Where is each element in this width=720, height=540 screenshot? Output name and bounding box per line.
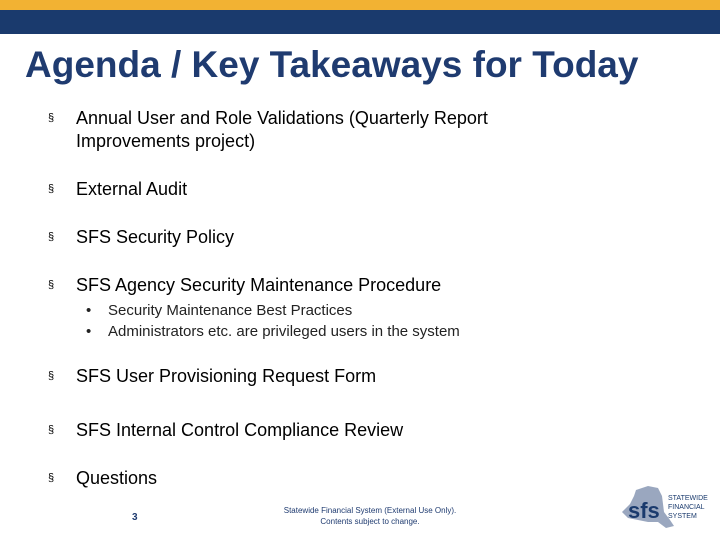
logo-letters: sfs [628,498,660,523]
square-bullet-icon: § [48,472,55,484]
agenda-item-4-text: SFS Agency Security Maintenance Procedure [76,275,442,295]
header-navy-band [0,10,720,34]
agenda-item-2-text: External Audit [76,179,188,199]
page-number: 3 [132,512,138,523]
square-bullet-icon: § [48,231,55,243]
sub-item-2-text: Administrators etc. are privileged users in the system [108,323,460,340]
square-bullet-icon: § [48,424,55,436]
logo-word-1: STATEWIDE [668,495,708,502]
square-bullet-icon: § [48,279,55,291]
square-bullet-icon: § [48,112,55,124]
slide-title: Agenda / Key Takeaways for Today [25,44,639,85]
dot-bullet-icon: • [86,323,92,340]
agenda-item-7-text: Questions [76,468,158,488]
agenda-item-1-line-1: Annual User and Role Validations (Quarterly Report [76,108,488,128]
square-bullet-icon: § [48,370,55,382]
footer-notice [270,505,470,527]
header-gold-band [0,0,720,10]
agenda-item-3-text: SFS Security Policy [76,227,235,247]
footer-line-2: Contents subject to change. [320,517,420,526]
logo-word-2: FINANCIAL [668,504,705,511]
sub-item-1-text: Security Maintenance Best Practices [108,302,353,319]
dot-bullet-icon: • [86,302,92,319]
agenda-item-1-line-2: Improvements project) [76,131,256,151]
agenda-item-5-text: SFS User Provisioning Request Form [76,366,377,386]
sfs-logo [618,482,714,532]
footer-line-1: Statewide Financial System (External Use Only). [283,506,457,515]
square-bullet-icon: § [48,183,55,195]
logo-word-3: SYSTEM [668,513,697,520]
agenda-item-6-text: SFS Internal Control Compliance Review [76,420,404,440]
